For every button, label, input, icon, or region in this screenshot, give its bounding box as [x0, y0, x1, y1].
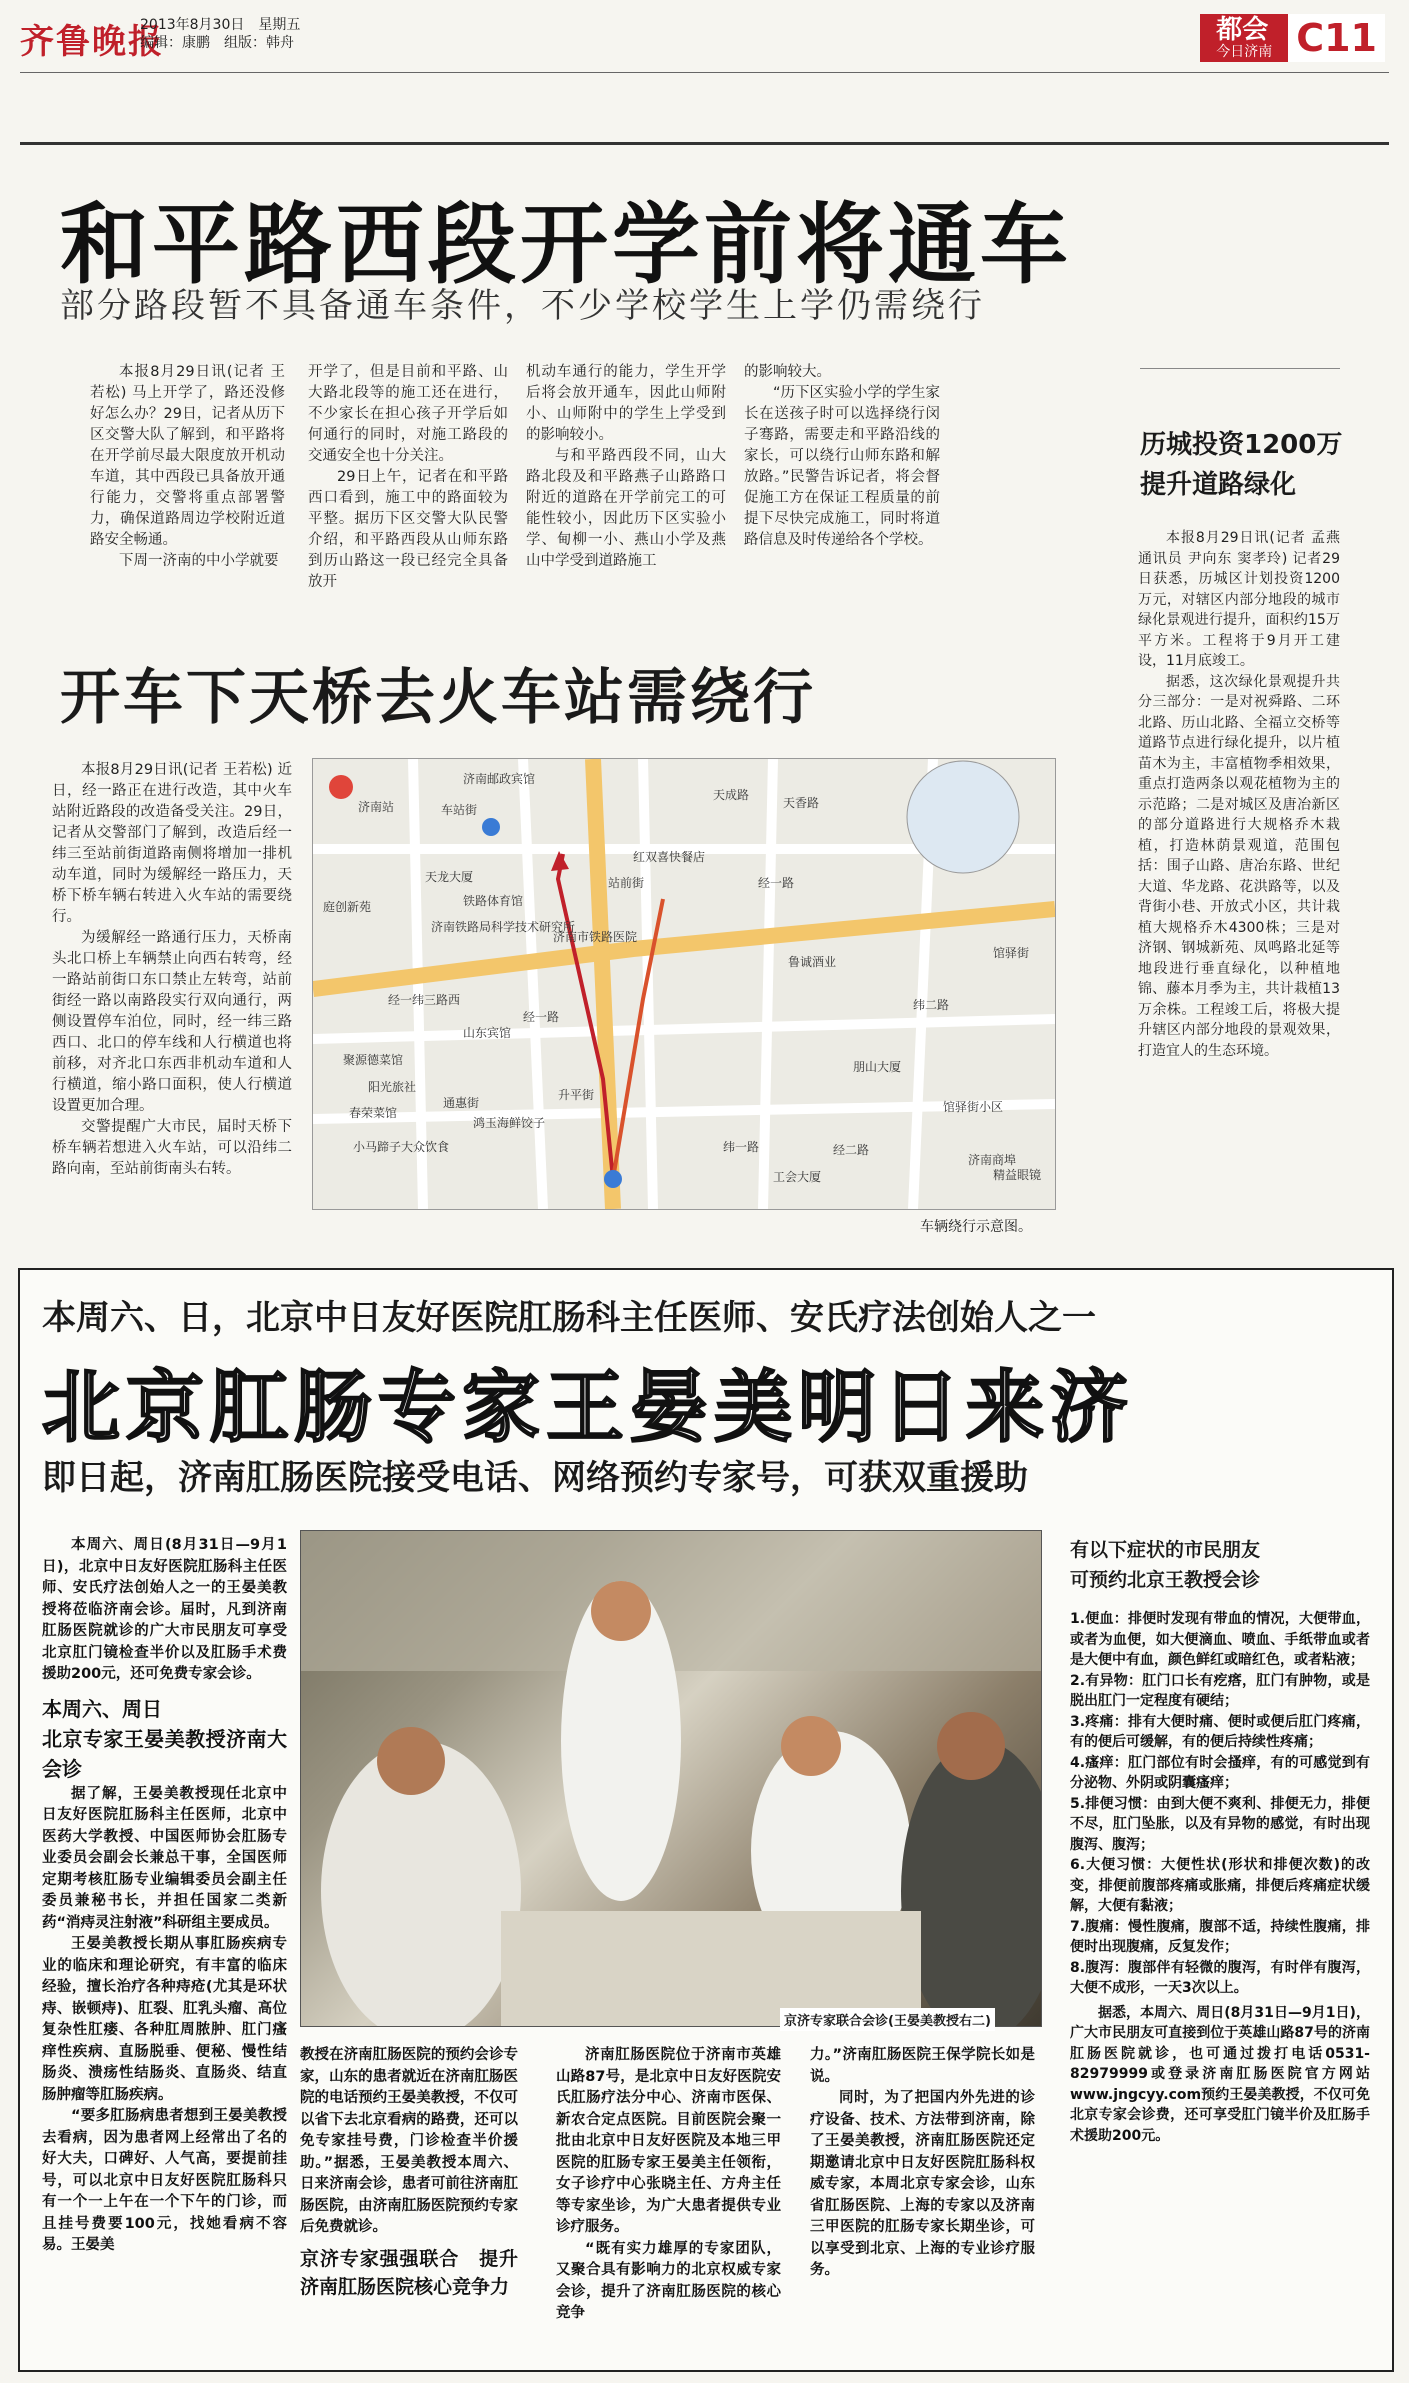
ad-closing: 据悉，本周六、周日(8月31日—9月1日)，广大市民朋友可直接到位于英雄山路87号的济南肛肠医院就诊，也可通过拨打电话0531-82979999或登录济南肛肠医院官方网站www.jngcyy.com预约王晏美教授，不仅可免北京专家会诊费，还可享受肛门镜半价及肛肠手术援助200元。: [1070, 2004, 1370, 2144]
map-label: 天成路: [713, 788, 750, 802]
page-number: C11: [1288, 14, 1385, 62]
map-label: 庭创新苑: [323, 900, 372, 914]
map-label: 鲁诚酒业: [788, 955, 837, 969]
map-label: 经二路: [833, 1143, 870, 1157]
map-label: 铁路体育馆: [463, 894, 524, 908]
map-label: 济南站: [358, 800, 395, 814]
map-label: 天香路: [783, 796, 820, 810]
map-label: 天龙大厦: [425, 870, 474, 884]
top-divider: [20, 142, 1389, 145]
section-badge: [1200, 14, 1385, 62]
map-label: 通惠街: [443, 1096, 480, 1110]
map-inset-magnifier: [907, 761, 1019, 873]
story2-headline: 开车下天桥去火车站需绕行: [60, 663, 816, 733]
story1-col2: 开学了，但是目前和平路、山大路北段等的施工还在进行，不少家长在担心孩子开学后如何通行的同时，对施工路段的交通安全也十分关注。 29日上午，记者在和平路西口看到，施工中的路面较为平整。据历下区交警大队民警介绍，和平路西段从山师东路到历山路这一段已经完全具备放开: [308, 364, 508, 590]
map-caption: 车辆绕行示意图。: [920, 1219, 1032, 1235]
map-label: 春荣菜馆: [349, 1106, 398, 1120]
masthead-meta: [140, 16, 300, 52]
sidebar-rule: [1140, 368, 1340, 369]
ad-right-col: 有以下症状的市民朋友 可预约北京王教授会诊 1.便血：排便时发现有带血的情况，大便带血，或者为血便，如大便滴血、喷血、手纸带血或者是大便中有血，颜色鲜红或暗红色，或者粘液； 2.有异物：肛门口长有疙瘩，肛门有肿物，或是脱出肛门一定程度有硬结； 3.疼痛：排有大便时痛、便时或便后肛门疼痛，有的便后可缓解，有的便后持续性疼痛； 4.瘙痒：肛门部位有时会搔痒，有的可感觉到有分泌物、外阴或阴囊瘙痒； 5.排便习惯：由到大便不爽利、排便无力，排便不尽，肛门坠胀，以及有异物的感觉，有时出现腹泻、腹泻； 6.大便习惯：大便性状(形状和排便次数)的改变，排便前腹部疼痛或胀痛，排便后疼痛症状缓解，大便有黏液； 7.腹痛：慢性腹痛，腹部不适，持续性腹痛，排便时出现腹痛，反复发作； 8.腹泻：腹部伴有轻微的腹泻，有时伴有腹泻，大便不成形，一天3次以上。 据悉，本周六、周日(8月31日—9月1日)，广大市民朋友可直接到位于英雄山路87号的济南肛肠医院就诊，也可通过拨打电话0531-82979999或登录济南肛肠医院官方网站www.jngcyy.com预约王晏美教授，不仅可免北京专家会诊费，还可享受肛门镜半价及肛肠手术援助200元。: [1070, 1535, 1370, 2146]
map-label: 经一路: [523, 1010, 560, 1024]
map-label: 小马蹄子大众饮食: [353, 1140, 450, 1154]
map-label: 济南邮政宾馆: [463, 772, 536, 786]
map-bus-marker-icon: [604, 1170, 622, 1188]
story2-body: 本报8月29日讯(记者 王若松) 近日，经一路正在进行改造，其中火车站附近路段的改造备受关注。29日，记者从交警部门了解到，改造后经一纬三至站前街道路南侧将增加一排机动车道，同时为缓解经一路压力，天桥下桥车辆右转进入火车站的需要绕行。 为缓解经一路通行压力，天桥南头北口桥上车辆禁止向西右转弯，经一路站前街口东口禁止左转弯，站前街经一路以南路段实行双向通行，两侧设置停车泊位，同时，经一纬三路西口、北口的停车线和人行横道也将前移，对齐北口东西非机动车道和人行横道，缩小路口面积，使人行横道设置更加合理。 交警提醒广大市民，届时天桥下桥车辆若想进入火车站，可以沿纬二路向南，至站前街南头右转。: [52, 762, 292, 1177]
sidebar-body: 本报8月29日讯(记者 孟燕 通讯员 尹向东 窦孝玲) 记者29日获悉，历城区计划投资1200万元，对辖区内部分地段的城市绿化景观进行提升，面积约15万平方米。工程将于9月开工建设，11月底竣工。 据悉，这次绿化景观提升共分三部分：一是对祝舜路、二环北路、历山北路、全福立交桥等道路节点进行绿化提升，以片植苗木为主，丰富植物季相效果，重点打造两条以观花植物为主的示范路；二是对城区及唐冶新区的部分道路进行大规格乔木栽植，打造林荫景观道，范围包括：围子山路、唐冶东路、世纪大道、华龙路、花洪路等，以及背街小巷、开放式小区，共计栽植大规格乔木4300株；三是对济钢、钢城新苑、凤鸣路北延等地段进行垂直绿化，以种植地锦、藤本月季为主，共计栽植13万余株。工程竣工后，将极大提升辖区内部分地段的景观效果，打造宜人的生态环境。: [1138, 530, 1340, 1059]
ad-title: 北京肛肠专家王晏美明日来济: [42, 1363, 1135, 1453]
story1-subhead: 部分路段暂不具备通车条件，不少学校学生上学仍需绕行: [60, 286, 985, 326]
ad-subtitle: 即日起，济南肛肠医院接受电话、网络预约专家号，可获双重援助: [42, 1458, 1028, 1498]
map-label: 经一路: [758, 876, 795, 890]
map-label: 精益眼镜: [993, 1168, 1042, 1182]
map-label: 经一纬三路西: [388, 993, 461, 1007]
map-label: 山东宾馆: [463, 1026, 512, 1040]
map-label: 纬一路: [723, 1140, 760, 1154]
ad-kicker: 本周六、日，北京中日友好医院肛肠科主任医师、安氏疗法创始人之一: [42, 1298, 1096, 1338]
map-label: 馆驿街小区: [943, 1100, 1004, 1114]
map-label: 升平街: [558, 1088, 595, 1102]
ad-photo: [300, 1530, 1042, 2027]
map-label: 鸿玉海鲜饺子: [473, 1116, 546, 1130]
map-location-a-icon: [329, 775, 353, 799]
ad-mid-col3: 力。”济南肛肠医院王保学院长如是说。 同时，为了把国内外先进的诊疗设备、技术、方法带到济南，除了王晏美教授，济南肛肠医院还定期邀请北京中日友好医院肛肠科权威专家，本周北京专家会诊，山东省肛肠医院、上海的专家以及济南三甲医院的肛肠专家长期坐诊，可以享受到北京、上海的专业诊疗服务。: [810, 2047, 1035, 2278]
symptom-list: 1.便血：排便时发现有带血的情况，大便带血，或者为血便，如大便滴血、喷血、手纸带血或者是大便中有血，颜色鲜红或暗红色，或者粘液； 2.有异物：肛门口长有疙瘩，肛门有肿物，或是脱出肛门一定程度有硬结； 3.疼痛：排有大便时痛、便时或便后肛门疼痛，有的便后可缓解，有的便后持续性疼痛； 4.瘙痒：肛门部位有时会搔痒，有的可感觉到有分泌物、外阴或阴囊瘙痒； 5.排便习惯：由到大便不爽利、排便无力，排便不尽，肛门坠胀，以及有异物的感觉，有时出现腹泻、腹泻； 6.大便习惯：大便性状(形状和排便次数)的改变，排便前腹部疼痛或胀痛，排便后疼痛症状缓解，大便有黏液； 7.腹痛：慢性腹痛，腹部不适，持续性腹痛，排便时出现腹痛，反复发作； 8.腹泻：腹部伴有轻微的腹泻，有时伴有腹泻，大便不成形，一天3次以上。: [1070, 1611, 1370, 1996]
story1-col3: 机动车通行的能力，学生开学后将会放开通车，因此山师附小、山师附中的学生上学受到的影响较小。 与和平路西段不同，山大路北段及和平路燕子山路路口附近的道路在开学前完工的可能性较小，因此历下区实验小学、甸柳一小、燕山小学及燕山中学受到道路施工: [526, 364, 726, 569]
map-label: 工会大厦: [773, 1170, 822, 1184]
detour-map: [312, 758, 1056, 1210]
section-name: 都会: [1216, 15, 1269, 45]
map-label: 阳光旅社: [368, 1080, 417, 1094]
map-label: 朋山大厦: [853, 1060, 902, 1074]
photo-illustration: [301, 1531, 1041, 2026]
story1-col4: 的影响较大。 “历下区实验小学的学生家长在送孩子时可以选择绕行闵子骞路，需要走和平路沿线的家长，可以绕行山师东路和解放路。”民警告诉记者，将会督促施工方在保证工程质量的前提下尽快完成施工，同时将道路信息及时传递给各个学校。: [744, 364, 941, 548]
story1-col1: 本报8月29日讯(记者 王若松) 马上开学了，路还没修好怎么办？29日，记者从历下区交警大队了解到，和平路将在开学前尽最大限度放开机动车道，其中西段已具备放开通行能力，交警将重点部署警力，确保道路周边学校附近道路安全畅通。 下周一济南的中小学就要: [90, 364, 285, 569]
ad-left-col: 本周六、周日(8月31日—9月1日)，北京中日友好医院肛肠科主任医师、安氏疗法创始人之一的王晏美教授将莅临济南会诊。届时，凡到济南肛肠医院就诊的广大市民朋友可享受北京肛门镜检查半价以及肛肠手术费援助200元，还可免费专家会诊。 本周六、周日 北京专家王晏美教授济南大会诊 据了解，王晏美教授现任北京中日友好医院肛肠科主任医师，北京中医药大学教授、中国医师协会肛肠专业委员会副会长兼总干事，全国医师定期考核肛肠专业编辑委员会副主任委员兼秘书长，并担任国家二类新药“消痔灵注射液”科研组主要成员。 王晏美教授长期从事肛肠疾病专业的临床和理论研究，有丰富的临床经验，擅长治疗各种痔疮(尤其是环状痔、嵌顿痔)、肛裂、肛乳头瘤、高位复杂性肛瘘、各种肛周脓肿、肛门瘙痒性疾病、直肠脱垂、便秘、慢性结肠炎、溃疡性结肠炎、直肠炎、结直肠肿瘤等肛肠疾病。 “要多肛肠病患者想到王晏美教授去看病，因为患者网上经常出了名的好大夫，口碑好、人气高，要提前挂号，可以北京中日友好医院肛肠科只有一个一上午在一个下午的门诊，而且挂号费要100元，找她看病不容易。王晏美: [42, 1537, 287, 2253]
ad-mid-col2: 济南肛肠医院位于济南市英雄山路87号，是北京中日友好医院安氏肛肠疗法分中心、济南市医保、新农合定点医院。目前医院会聚一批由北京中日友好医院及本地三甲医院的肛肠专家王晏美主任领衔，女子诊疗中心张晓主任、方舟主任等专家坐诊，为广大患者提供专业诊疗服务。 “既有实力雄厚的专家团队，又聚合具有影响力的北京权威专家会诊，提升了济南肛肠医院的核心竞争: [556, 2047, 781, 2321]
photo-caption: 京济专家联合会诊(王晏美教授右二): [780, 2008, 995, 2031]
masthead-rule: [20, 72, 1389, 73]
map-parking-marker-icon: [482, 818, 500, 836]
sidebar-title: 历城投资1200万 提升道路绿化: [1140, 430, 1343, 500]
map-svg: [313, 759, 1055, 1209]
map-label: 济南市铁路医院: [553, 930, 638, 944]
date-line: 2013年8月30日 星期五: [140, 17, 301, 33]
map-label: 车站街: [441, 803, 478, 817]
map-label: 红双喜快餐店: [633, 850, 706, 864]
map-label: 济南商埠: [968, 1153, 1017, 1167]
map-label: 济南铁路局科学技术研究所: [431, 920, 576, 934]
map-label: 站前街: [608, 876, 645, 890]
ad-mid-col1: 教授在济南肛肠医院的预约会诊专家，山东的患者就近在济南肛肠医院的电话预约王晏美教授，不仅可以省下去北京看病的路费，还可以免专家挂号费，门诊检查半价援助。”据悉，王晏美教授本周六、日来济南会诊，患者可前往济南肛肠医院，由济南肛肠医院预约专家后免费就诊。 京济专家强强联合 提升济南肛肠医院核心竞争力: [300, 2047, 518, 2298]
newspaper-logo: 齐鲁晚报: [20, 22, 164, 62]
map-label: 纬二路: [913, 998, 950, 1012]
map-label: 聚源德菜馆: [343, 1053, 404, 1067]
section-subname: 今日济南: [1216, 44, 1273, 60]
editors-line: 编辑：康鹏 组版：韩舟: [140, 35, 294, 51]
story1-headline: 和平路西段开学前将通车: [60, 193, 1073, 296]
map-label: 馆驿街: [993, 946, 1030, 960]
